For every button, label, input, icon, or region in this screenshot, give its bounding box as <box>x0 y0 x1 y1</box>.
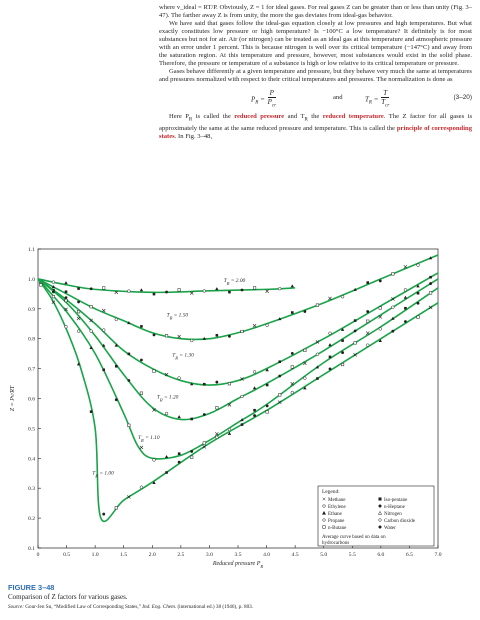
data-point-ethylene <box>278 287 281 290</box>
body-text <box>159 4 472 141</box>
data-point-ethylene <box>253 370 256 373</box>
source-journal: Ind. Eng. Chem. <box>142 604 177 610</box>
figure-label: FIGURE 3–48 <box>8 583 55 592</box>
data-point-methane <box>178 335 181 338</box>
legend-marker-ethylene <box>323 505 326 508</box>
x-tick-label: 1.5 <box>120 552 128 558</box>
x-tick-label: 2.5 <box>177 552 185 558</box>
data-point-iso-pentane <box>392 330 395 333</box>
source-prefix: Source: <box>8 604 26 610</box>
data-point-n-butane <box>253 287 256 290</box>
data-point-methane <box>77 317 80 320</box>
term-corresponding-states: principle of corresponding states <box>159 124 472 140</box>
legend-marker-n-heptane <box>379 505 382 508</box>
data-point-n-butane <box>278 394 281 397</box>
curve-label-3: $T_R = 1.20$ <box>156 394 179 402</box>
data-point-iso-pentane <box>165 471 168 474</box>
data-point-n-butane <box>304 349 307 352</box>
p4-part-c: and T <box>284 113 305 121</box>
legend-label: Water <box>384 526 396 531</box>
data-point-n-heptane <box>190 450 193 453</box>
data-point-ethylene <box>366 344 369 347</box>
data-point-iso-pentane <box>90 410 93 413</box>
data-point-iso-pentane <box>228 291 231 294</box>
reduced-pressure-equation: $P_R$ = $\frac{P}{P_{cr}}$ <box>251 89 277 109</box>
data-point-iso-pentane <box>316 377 319 380</box>
data-point-n-heptane <box>52 290 55 293</box>
curve-label-0: $T_R = 2.00$ <box>223 277 246 286</box>
y-tick-label: 0.8 <box>28 336 35 343</box>
data-point-n-heptane <box>228 335 231 338</box>
data-point-n-butane <box>429 292 432 295</box>
data-point-n-heptane <box>354 330 357 333</box>
x-tick-label: 5.0 <box>320 552 328 558</box>
data-point-n-butane <box>102 287 105 290</box>
data-point-iso-pentane <box>190 418 193 421</box>
data-point-ethylene <box>52 281 55 284</box>
x-axis-label: Reduced pressure $P_R$ <box>212 561 264 569</box>
data-point-n-butane <box>178 289 181 292</box>
data-point-n-heptane <box>253 414 256 417</box>
data-point-iso-pentane <box>278 360 281 363</box>
x-tick-label: 6.0 <box>377 552 385 558</box>
data-point-iso-pentane <box>140 325 143 328</box>
equation-and: and <box>333 94 343 102</box>
data-point-iso-pentane <box>329 356 332 359</box>
data-point-n-butane <box>40 284 43 287</box>
legend-label: n-Heptane <box>384 505 405 510</box>
legend-label: n-Butane <box>328 526 347 531</box>
data-point-ethane <box>140 288 143 291</box>
y-tick-label: 0.6 <box>28 396 35 403</box>
data-point-iso-pentane <box>354 319 357 322</box>
y-tick-label: 0.4 <box>28 456 35 463</box>
data-point-ethane <box>253 386 256 389</box>
legend-label: Propane <box>328 519 345 524</box>
data-point-iso-pentane <box>366 281 369 284</box>
data-point-ethylene <box>329 332 332 335</box>
data-point-n-butane <box>392 273 395 276</box>
data-point-ethylene <box>241 395 244 398</box>
data-point-iso-pentane <box>102 368 105 371</box>
legend-marker-n-butane <box>323 526 326 529</box>
data-point-iso-pentane <box>291 311 294 314</box>
curve-label-5: $T_R = 1.00$ <box>92 470 114 479</box>
equation-3-20 <box>159 85 472 111</box>
data-point-ethylene <box>303 377 306 380</box>
legend-title: Legend: <box>322 489 340 495</box>
data-point-ethylene <box>291 391 294 394</box>
data-point-ethane <box>215 287 218 290</box>
data-point-ethylene <box>316 353 319 356</box>
data-point-ethylene <box>391 306 394 309</box>
y-tick-label: 0.1 <box>28 546 35 552</box>
data-point-n-butane <box>241 330 244 333</box>
legend-label: Ethane <box>328 512 342 517</box>
data-point-ethane <box>165 455 168 458</box>
legend-marker-iso-pentane <box>379 498 382 501</box>
data-point-n-heptane <box>303 310 306 313</box>
source-rest: (international ed.) 38 (1946), p. 803. <box>176 604 254 610</box>
data-point-n-butane <box>140 392 143 395</box>
data-point-n-butane <box>228 382 231 385</box>
data-point-n-heptane <box>215 381 218 384</box>
x-tick-label: 6.5 <box>405 552 413 558</box>
data-point-n-heptane <box>153 333 156 336</box>
data-point-iso-pentane <box>65 290 68 293</box>
series-line-0 <box>38 279 295 292</box>
data-point-n-heptane <box>329 367 332 370</box>
data-point-ethylene <box>77 330 80 333</box>
p4-part-a: Here P <box>169 113 189 121</box>
y-tick-label: 0.2 <box>28 516 35 523</box>
data-point-n-heptane <box>165 291 168 294</box>
p4-sub-1: R <box>188 117 193 123</box>
data-point-n-butane <box>65 299 68 302</box>
data-point-iso-pentane <box>241 423 244 426</box>
data-point-n-butane <box>266 411 269 414</box>
data-point-ethylene <box>165 412 168 415</box>
x-tick-label: 5.5 <box>348 552 356 558</box>
data-point-n-butane <box>366 320 369 323</box>
data-point-n-butane <box>90 305 93 308</box>
data-point-iso-pentane <box>429 276 432 279</box>
source-author: Gour-Jen Su, “Modified Law of Corresponding States,” <box>25 604 143 610</box>
y-tick-label: 0.3 <box>28 486 35 493</box>
data-point-n-heptane <box>291 352 294 355</box>
data-point-methane <box>102 309 105 312</box>
paragraph-2: We have said that gases follow the ideal-gas equation closely at low pressures and high temperatures. But what exactly constitutes low pressure or high temperature? Is −100°C a low temperature? It definitely is for most substances but not for air. Air (or nitrogen) can be treated as an ideal gas at this temperature and atmospheric pressure with an error under 1 percent. This is because nitrogen is well over its critical temperature (−147°C) and away from the saturation region. At this temperature and pressure, however, most substances would exist in the solid phase. Therefore, the pressure or temperature of a substance is high or low relative to its critical temperature or pressure. <box>159 20 472 68</box>
data-point-ethylene <box>341 295 344 298</box>
data-point-iso-pentane <box>178 452 181 455</box>
data-point-ethylene <box>102 329 105 332</box>
data-point-ethylene <box>190 339 193 342</box>
data-point-n-butane <box>77 310 80 313</box>
data-point-n-butane <box>379 307 382 310</box>
x-tick-label: 1.0 <box>91 552 99 558</box>
data-point-n-butane <box>115 506 118 509</box>
x-tick-label: 7.0 <box>434 552 442 558</box>
data-point-n-butane <box>417 316 420 319</box>
equation-number: (3–20) <box>453 94 472 102</box>
data-point-n-heptane <box>429 282 432 285</box>
legend-note-line-2: hydrocarbons <box>322 541 350 546</box>
legend-marker-propane <box>323 519 326 522</box>
data-point-iso-pentane <box>115 365 118 368</box>
y-tick-label: 1.0 <box>28 276 35 283</box>
data-point-n-heptane <box>404 320 407 323</box>
z-factor-chart <box>0 243 480 573</box>
data-point-ethylene <box>127 290 130 293</box>
series-line-4 <box>38 279 438 459</box>
data-point-ethane <box>328 343 331 346</box>
data-point-iso-pentane <box>77 287 80 290</box>
data-point-n-butane <box>165 334 168 337</box>
data-point-n-heptane <box>341 351 344 354</box>
y-axis-label: Z = Pv/RT <box>10 385 16 412</box>
data-point-iso-pentane <box>128 353 131 356</box>
legend-marker-carbon-dioxide <box>379 519 382 522</box>
x-tick-label: 3.0 <box>205 552 213 558</box>
data-point-ethylene <box>153 459 156 462</box>
data-point-ethylene <box>203 290 206 293</box>
data-point-n-butane <box>216 406 219 409</box>
p4-part-d: the <box>307 113 323 121</box>
data-point-iso-pentane <box>417 292 420 295</box>
data-point-ethane <box>64 281 67 284</box>
data-point-n-heptane <box>102 513 105 516</box>
legend-note-line-1: Average curve based on data on <box>322 535 386 540</box>
data-point-n-heptane <box>140 359 143 362</box>
data-point-ethylene <box>215 436 218 439</box>
data-point-n-butane <box>153 370 156 373</box>
x-tick-label: 0 <box>36 552 40 558</box>
data-point-methane <box>253 324 256 327</box>
series-line-3 <box>38 279 438 420</box>
p4-part-e: . The Z factor for all gases is approximately the same at the same reduced pressure and temperature. This is called the <box>159 113 473 132</box>
data-point-ethylene <box>417 264 420 267</box>
term-reduced-pressure: reduced pressure <box>234 113 285 121</box>
legend-label: Carbon dioxide <box>384 519 415 524</box>
data-point-n-butane <box>52 295 55 298</box>
figure-source <box>8 604 253 610</box>
data-point-n-butane <box>316 304 319 307</box>
data-point-ethane <box>177 415 180 418</box>
data-point-n-heptane <box>65 296 68 299</box>
data-point-n-heptane <box>266 404 269 407</box>
data-point-n-butane <box>190 456 193 459</box>
data-point-ethylene <box>65 325 68 328</box>
x-tick-label: 3.5 <box>234 552 242 558</box>
legend-label: Methane <box>328 498 346 503</box>
data-point-n-heptane <box>379 280 382 283</box>
x-tick-label: 4.5 <box>291 552 299 558</box>
data-point-n-butane <box>203 442 206 445</box>
data-point-ethane <box>291 284 294 287</box>
data-point-ethylene <box>90 330 93 333</box>
x-tick-label: 4.0 <box>263 552 271 558</box>
legend-label: Nitrogen <box>384 512 402 517</box>
data-point-iso-pentane <box>404 307 407 310</box>
data-point-n-heptane <box>241 289 244 292</box>
data-point-iso-pentane <box>153 293 156 296</box>
data-point-iso-pentane <box>203 383 206 386</box>
p4-sub-2: R <box>304 117 308 123</box>
series-line-5 <box>38 279 438 522</box>
data-point-n-butane <box>341 363 344 366</box>
y-tick-label: 0.7 <box>28 366 35 373</box>
data-point-ethylene <box>115 318 118 321</box>
x-tick-label: 2.0 <box>148 552 156 558</box>
curve-label-4: $T_R = 1.10$ <box>138 434 160 443</box>
data-point-n-butane <box>354 342 357 345</box>
legend-label: Ethylene <box>328 505 346 510</box>
data-point-iso-pentane <box>266 384 269 387</box>
data-point-iso-pentane <box>216 334 219 337</box>
data-point-ethylene <box>140 486 143 489</box>
data-point-n-heptane <box>366 310 369 313</box>
data-point-n-heptane <box>115 398 118 401</box>
p4-part-b: is called the <box>192 113 235 121</box>
reduced-temperature-equation: $T_R$ = $\frac{T}{T_{cr}}$ <box>365 89 390 109</box>
curve-label-2: $T_R = 1.30$ <box>172 352 194 361</box>
legend-marker-water <box>379 526 382 529</box>
data-point-n-heptane <box>127 379 130 382</box>
data-point-ethane <box>404 296 407 299</box>
data-point-ethylene <box>266 324 269 327</box>
x-tick-label: 0.5 <box>63 552 71 558</box>
data-point-ethylene <box>178 377 181 380</box>
curve-label-1: $T_R = 1.50$ <box>166 312 189 320</box>
figure-caption: Comparison of Z factors for various gases. <box>8 593 128 601</box>
legend-label: Iso-pentane <box>384 498 408 503</box>
data-point-methane <box>140 446 143 449</box>
term-reduced-temperature: reduced temperature <box>322 113 384 121</box>
paragraph-3: Gases behave differently at a given temperature and pressure, but they behave very much the same at temperatures and pressures normalized with respect to their critical temperatures and pressures. The normalization is done as <box>159 68 472 84</box>
data-point-n-heptane <box>90 287 93 290</box>
paragraph-1: where v_ideal = RT/P. Obviously, Z = 1 for ideal gases. For real gases Z can be greater than or less than unity (Fig. 3–47). The farther away Z is from unity, the more the gas deviates from ideal-gas behavior. <box>159 4 472 20</box>
y-tick-label: 0.9 <box>28 306 35 313</box>
data-point-n-heptane <box>203 413 206 416</box>
data-point-n-heptane <box>417 302 420 305</box>
data-point-n-butane <box>291 366 294 369</box>
data-point-n-heptane <box>178 461 181 464</box>
data-point-ethylene <box>379 327 382 330</box>
data-point-n-heptane <box>278 375 281 378</box>
data-point-iso-pentane <box>341 339 344 342</box>
data-point-n-butane <box>128 424 131 427</box>
paragraph-4 <box>159 113 472 140</box>
p4-part-f: . In Fig. 3–48, <box>174 132 213 140</box>
y-tick-label: 1.1 <box>28 247 35 253</box>
y-tick-label: 0.5 <box>28 426 35 433</box>
data-point-n-heptane <box>77 301 80 304</box>
data-point-ethylene <box>404 288 407 291</box>
data-point-iso-pentane <box>253 409 256 412</box>
